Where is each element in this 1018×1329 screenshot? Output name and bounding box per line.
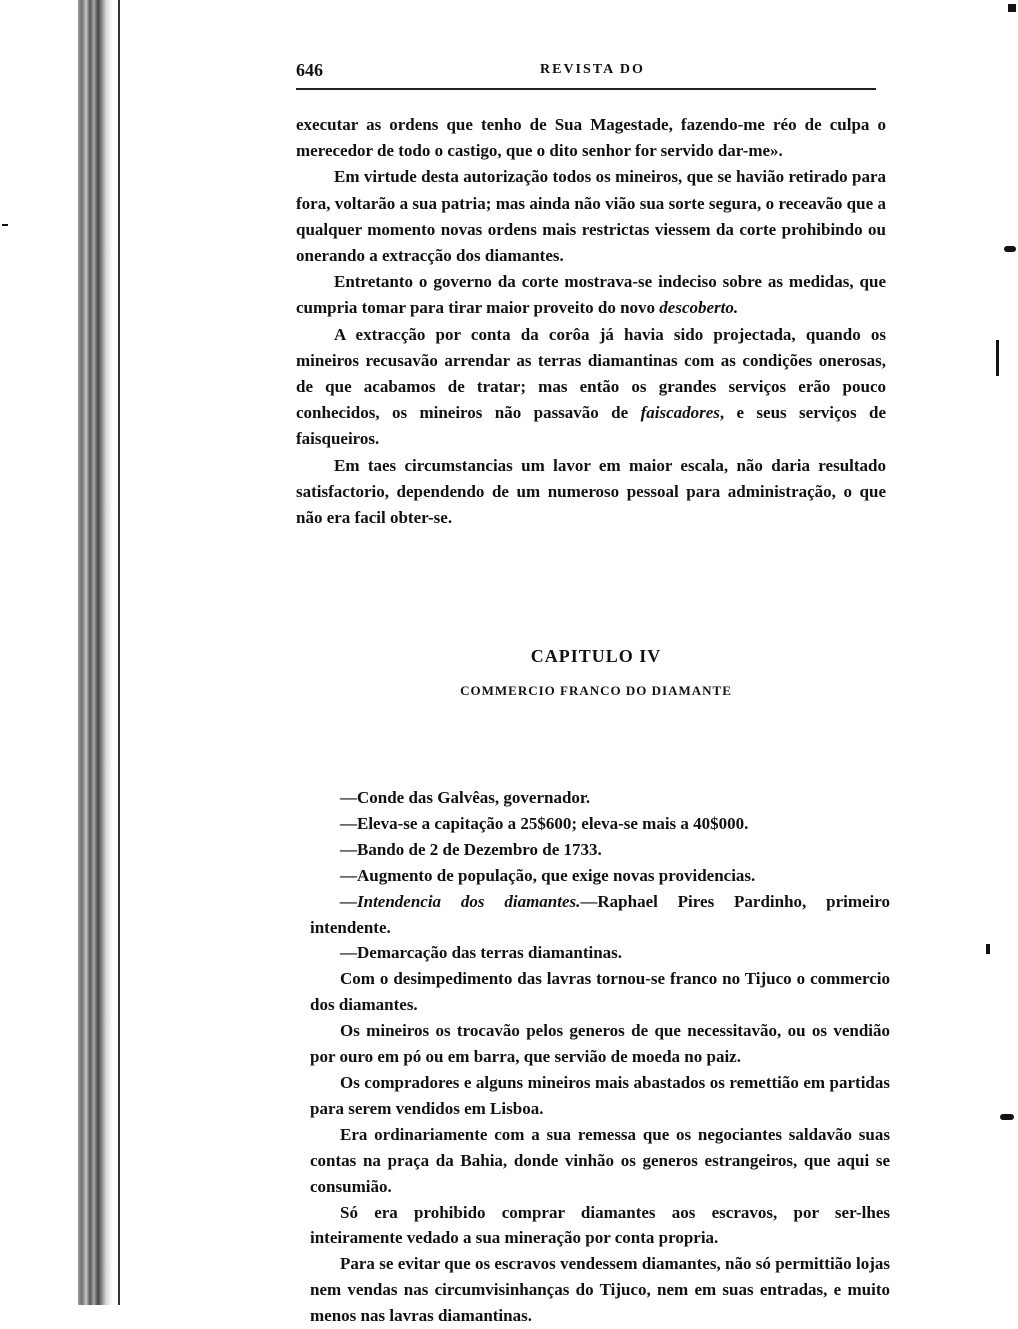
- scan-speck: [1008, 4, 1016, 12]
- italic-heading: —Intendencia dos diamantes.: [340, 891, 581, 911]
- summary-text: —Raphael Pires Pardinho, primeiro intendente.: [310, 891, 891, 937]
- paragraph: Só era prohibido comprar diamantes aos escravos, por ser-lhes inteiramente vedado a sua mineração por conta propria.: [310, 1202, 890, 1248]
- body-text-bottom: [310, 785, 890, 1329]
- chapter-heading: [296, 646, 896, 699]
- binding-edge-line: [118, 0, 120, 1305]
- paragraph: [296, 269, 886, 321]
- paragraph: Para se evitar que os escravos vendessem diamantes, não só permittião lojas nem vendas nas circumvisinhanças do Tijuco, nem em suas entradas, e muito menos nas lavras diamantinas.: [310, 1254, 890, 1326]
- summary-item: [310, 889, 890, 941]
- paragraph: Os mineiros os trocavão pelos generos de que necessitavão, ou os vendião por ouro em pó ou em barra, que servião de moeda no paiz.: [310, 1021, 890, 1067]
- scan-speck: [1000, 1114, 1014, 1120]
- summary-item: —Bando de 2 de Dezembro de 1733.: [340, 839, 602, 859]
- paragraph: [296, 322, 886, 453]
- paragraph: Em virtude desta autorização todos os mineiros, que se havião retirado para fora, voltarão a sua patria; mas ainda não vião sua sorte segura, o receavão que a qualquer momento novas ordens mais restrictas viessem da corte prohibindo ou onerando a extracção dos diamantes.: [296, 167, 886, 266]
- book-binding-shadow: [78, 0, 122, 1305]
- chapter-subtitle: COMMERCIO FRANCO DO DIAMANTE: [460, 683, 732, 698]
- summary-item: —Demarcação das terras diamantinas.: [340, 943, 623, 963]
- scan-speck: [986, 944, 990, 954]
- italic-word: descoberto.: [659, 298, 739, 318]
- summary-item: —Conde das Galvêas, governador.: [340, 788, 591, 807]
- summary-item: —Augmento de população, que exige novas providencias.: [340, 865, 756, 885]
- header-rule: [296, 88, 876, 90]
- scan-speck: [996, 340, 999, 376]
- paragraph-text-after: , e seus serviços de faisqueiros.: [296, 403, 887, 449]
- page-number: 646: [296, 60, 323, 80]
- chapter-title: CAPITULO IV: [530, 646, 662, 666]
- paragraph-text: A extracção por conta da corôa já havia sido projectada, quando os mineiros recusavão arrendar as terras diamantinas com as condições onerosas, de que acabamos de tratar; mas então os grandes serviços erão pouco conhecidos, os mineiros não passavão de: [296, 324, 886, 423]
- summary-item: —Eleva-se a capitação a 25$600; eleva-se mais a 40$000.: [340, 813, 749, 833]
- scan-speck: [1004, 246, 1016, 252]
- scan-speck: [2, 224, 8, 226]
- paragraph-text: Entretanto o governo da corte mostrava-se indeciso sobre as medidas, que cumpria tomar para tirar maior proveito do novo: [296, 272, 886, 318]
- paragraph: Com o desimpedimento das lavras tornou-se franco no Tijuco o commercio dos diamantes.: [310, 969, 890, 1015]
- running-title: REVISTA DO: [540, 62, 645, 77]
- italic-word: faiscadores: [640, 403, 720, 423]
- page-header: [296, 52, 896, 82]
- paragraph: Era ordinariamente com a sua remessa que os negociantes saldavão suas contas na praça da Bahia, donde vinhão os generos estrangeiros, que aqui se consumião.: [310, 1124, 890, 1196]
- paragraph: Os compradores e alguns mineiros mais abastados os remettião em partidas para serem vendidos em Lisboa.: [310, 1072, 890, 1118]
- paragraph: executar as ordens que tenho de Sua Magestade, fazendo-me réo de culpa o merecedor de todo o castigo, que o dito senhor for servido dar-me».: [296, 115, 886, 161]
- body-text-top: [296, 112, 886, 531]
- paragraph: Em taes circumstancias um lavor em maior escala, não daria resultado satisfactorio, dependendo de um numeroso pessoal para administração, o que não era facil obter-se.: [296, 455, 886, 528]
- book-page: [296, 52, 896, 1326]
